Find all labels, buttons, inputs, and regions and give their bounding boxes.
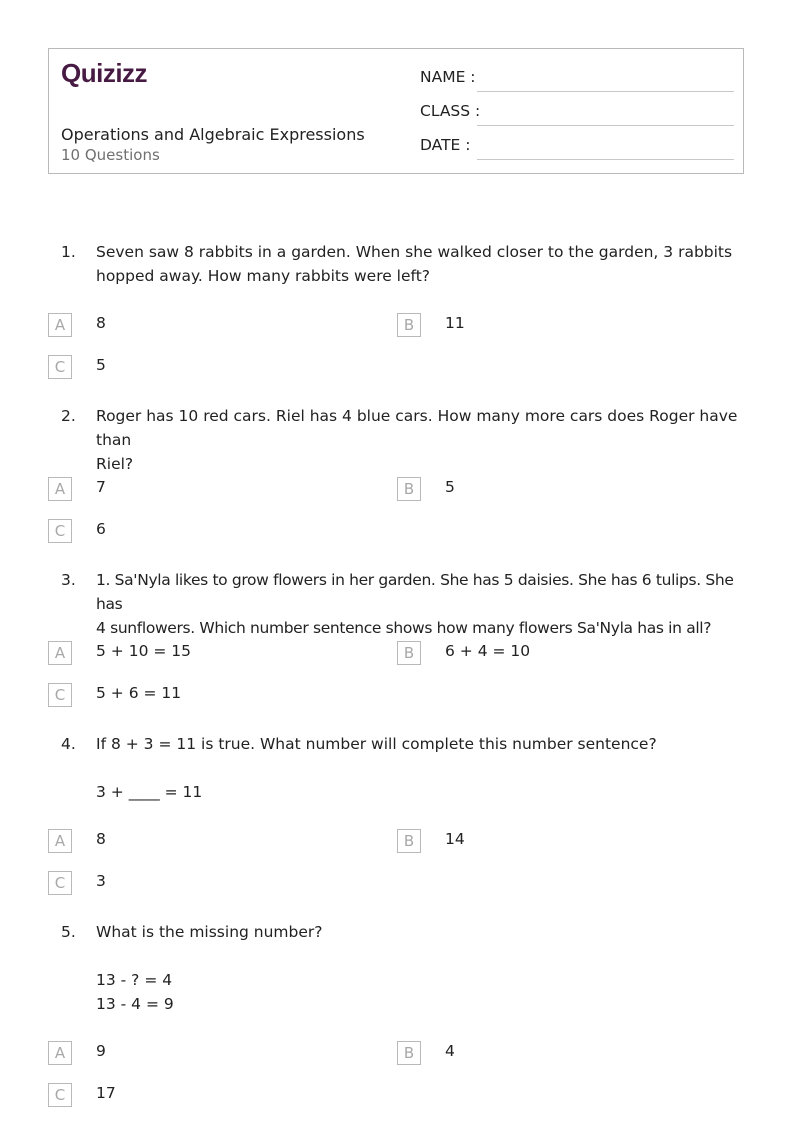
question-text [96, 732, 748, 804]
question-line: If 8 + 3 = 11 is true. What number will complete this number sentence? [96, 735, 657, 753]
question-number: 2. [61, 407, 76, 425]
question-line: hopped away. How many rabbits were left? [96, 267, 431, 285]
question-line: Seven saw 8 rabbits in a garden. When she walked closer to the garden, 3 rabbits [96, 243, 733, 261]
option-letter-box: C [48, 355, 72, 379]
option-value: 6 [96, 520, 106, 538]
question-number: 3. [61, 571, 76, 589]
option-letter-box: B [397, 313, 421, 337]
option-value: 5 + 10 = 15 [96, 642, 191, 660]
option-letter-box: A [48, 477, 72, 501]
option-letter-box: A [48, 829, 72, 853]
date-label: DATE : [420, 136, 471, 154]
option-value: 9 [96, 1042, 106, 1060]
option-value: 6 + 4 = 10 [445, 642, 531, 660]
option-value: 8 [96, 314, 106, 332]
question-line: Roger has 10 red cars. Riel has 4 blue cars. How many more cars does Roger have than [96, 407, 738, 449]
date-field[interactable] [420, 136, 734, 160]
class-field[interactable] [420, 102, 734, 126]
option-value: 8 [96, 830, 106, 848]
question-line: What is the missing number? [96, 923, 323, 941]
question-number: 1. [61, 243, 76, 261]
option-letter-box: C [48, 1083, 72, 1107]
option-value: 14 [445, 830, 465, 848]
question-text [96, 404, 748, 476]
question-count: 10 Questions [61, 146, 160, 164]
option-letter-box: B [397, 641, 421, 665]
question-line [96, 944, 748, 968]
option-letter-box: A [48, 313, 72, 337]
question-line [96, 756, 748, 780]
option-letter-box: C [48, 871, 72, 895]
option-value: 5 [445, 478, 455, 496]
question-line: 13 - 4 = 9 [96, 995, 174, 1013]
option-letter-box: B [397, 1041, 421, 1065]
quizizz-logo: Quizizz [61, 58, 148, 88]
class-line[interactable] [477, 125, 734, 126]
date-line[interactable] [477, 159, 734, 160]
name-label: NAME : [420, 68, 476, 86]
option-value: 3 [96, 872, 106, 890]
name-line[interactable] [477, 91, 734, 92]
question-number: 5. [61, 923, 76, 941]
question-line: 3 + ____ = 11 [96, 783, 203, 801]
question-text [96, 568, 748, 640]
question-line: Riel? [96, 455, 134, 473]
name-field[interactable] [420, 68, 734, 92]
option-letter-box: B [397, 477, 421, 501]
worksheet-header [48, 48, 744, 174]
worksheet-title: Operations and Algebraic Expressions [61, 125, 365, 144]
option-value: 5 [96, 356, 106, 374]
option-value: 5 + 6 = 11 [96, 684, 182, 702]
option-value: 7 [96, 478, 106, 496]
option-value: 17 [96, 1084, 116, 1102]
question-line: 4 sunflowers. Which number sentence shows how many flowers Sa'Nyla has in all? [96, 619, 712, 637]
option-letter-box: B [397, 829, 421, 853]
option-value: 11 [445, 314, 465, 332]
question-line: 1. Sa'Nyla likes to grow flowers in her garden. She has 5 daisies. She has 6 tulips. She has [96, 571, 734, 613]
option-letter-box: A [48, 1041, 72, 1065]
option-letter-box: A [48, 641, 72, 665]
option-letter-box: C [48, 683, 72, 707]
question-text [96, 920, 748, 1016]
option-letter-box: C [48, 519, 72, 543]
question-number: 4. [61, 735, 76, 753]
question-line: 13 - ? = 4 [96, 971, 173, 989]
option-value: 4 [445, 1042, 455, 1060]
class-label: CLASS : [420, 102, 481, 120]
question-text [96, 240, 748, 288]
